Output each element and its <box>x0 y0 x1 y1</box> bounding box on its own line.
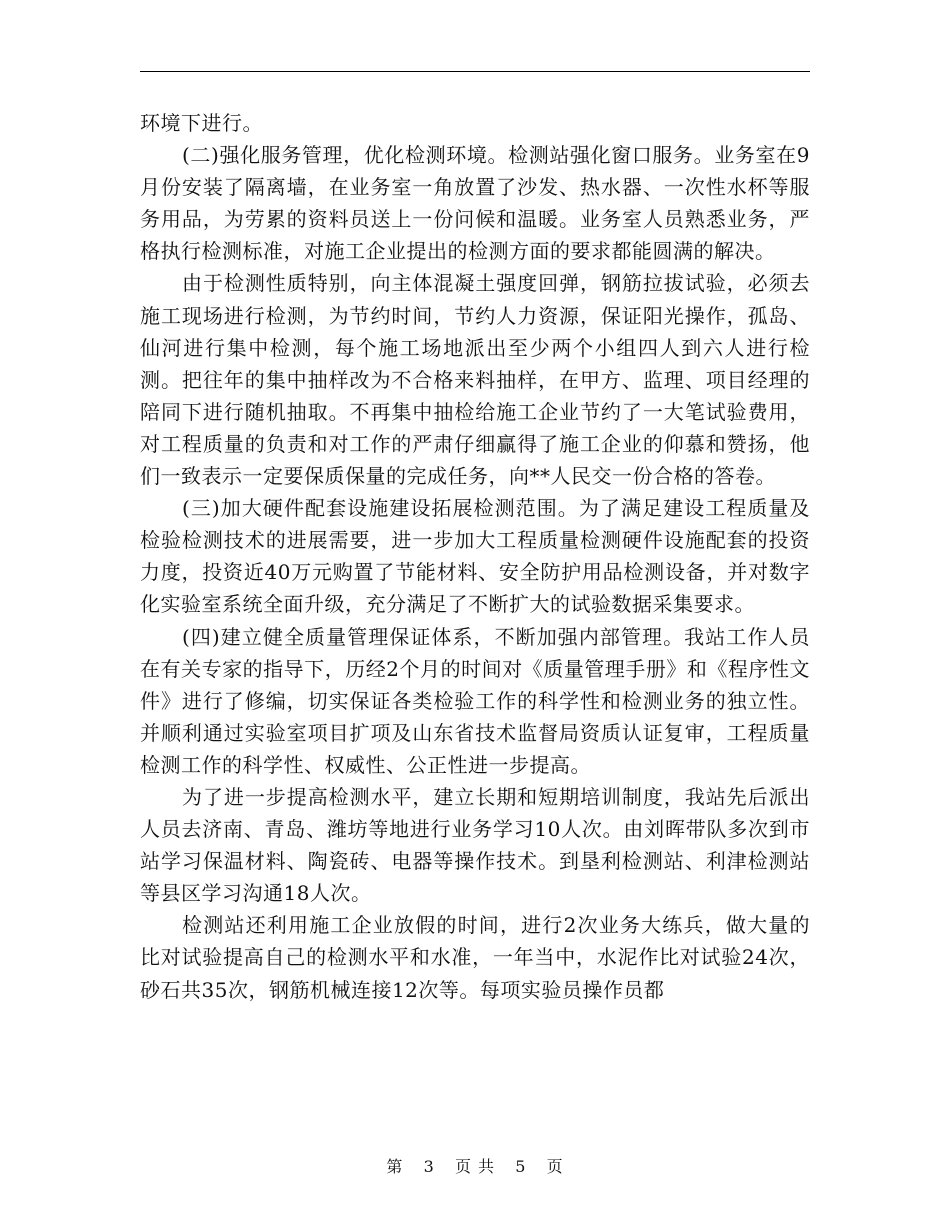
paragraph-6: 为了进一步提高检测水平，建立长期和短期培训制度，我站先后派出人员去济南、青岛、潍坊等地进行业务学习10人次。由刘晖带队多次到市站学习保温材料、陶瓷砖、电器等操作技术。到垦利检测站、利津检测站等县区学习沟通18人次。 <box>140 784 810 906</box>
paragraph-4: (三)加大硬件配套设施建设拓展检测范围。为了满足建设工程质量及检验检测技术的进展需要，进一步加大工程质量检测硬件设施配套的投资力度，投资近40万元购置了节能材料、安全防护用品检测设备，并对数字化实验室系统全面升级，充分满足了不断扩大的试验数据采集要求。 <box>140 496 810 617</box>
footer-total-pages: 5 <box>515 1157 527 1176</box>
footer-page-number: 3 <box>423 1157 435 1176</box>
paragraph-1: 环境下进行。 <box>140 111 263 135</box>
paragraph-5: (四)建立健全质量管理保证体系，不断加强内部管理。我站工作人员在有关专家的指导下，历经2个月的时间对《质量管理手册》和《程序性文件》进行了修编，切实保证各类检验工作的科学性和检测业务的独立性。并顺利通过实验室项目扩项及山东省技术监督局资质认证复审，工程质量检测工作的科学性、权威性、公正性进一步提高。 <box>140 624 810 777</box>
document-body <box>140 107 810 1006</box>
footer-suffix: 页 <box>546 1157 564 1176</box>
footer-prefix: 第 <box>386 1157 404 1176</box>
paragraph-7: 检测站还利用施工企业放假的时间，进行2次业务大练兵，做大量的比对试验提高自己的检测水平和水准，一年当中，水泥作比对试验24次，砂石共35次，钢筋机械连接12次等。每项实验员操作员都 <box>140 913 810 1002</box>
header-rule <box>140 71 810 72</box>
paragraph-2: (二)强化服务管理，优化检测环境。检测站强化窗口服务。业务室在9月份安装了隔离墙，在业务室一角放置了沙发、热水器、一次性水杯等服务用品，为劳累的资料员送上一份问候和温暖。业务室人员熟悉业务，严格执行检测标准，对施工企业提出的检测方面的要求都能圆满的解决。 <box>140 143 810 264</box>
page-footer <box>0 1154 950 1177</box>
paragraph-3: 由于检测性质特别，向主体混凝土强度回弹，钢筋拉拔试验，必须去施工现场进行检测，为节约时间，节约人力资源，保证阳光操作，孤岛、仙河进行集中检测，每个施工场地派出至少两个小组四人到六人进行检测。把往年的集中抽样改为不合格来料抽样，在甲方、监理、项目经理的陪同下进行随机抽取。不再集中抽检给施工企业节约了一大笔试验费用，对工程质量的负责和对工作的严肃仔细赢得了施工企业的仰慕和赞扬，他们一致表示一定要保质保量的完成任务，向**人民交一份合格的答卷。 <box>140 271 810 489</box>
footer-middle: 页 共 <box>454 1157 496 1176</box>
